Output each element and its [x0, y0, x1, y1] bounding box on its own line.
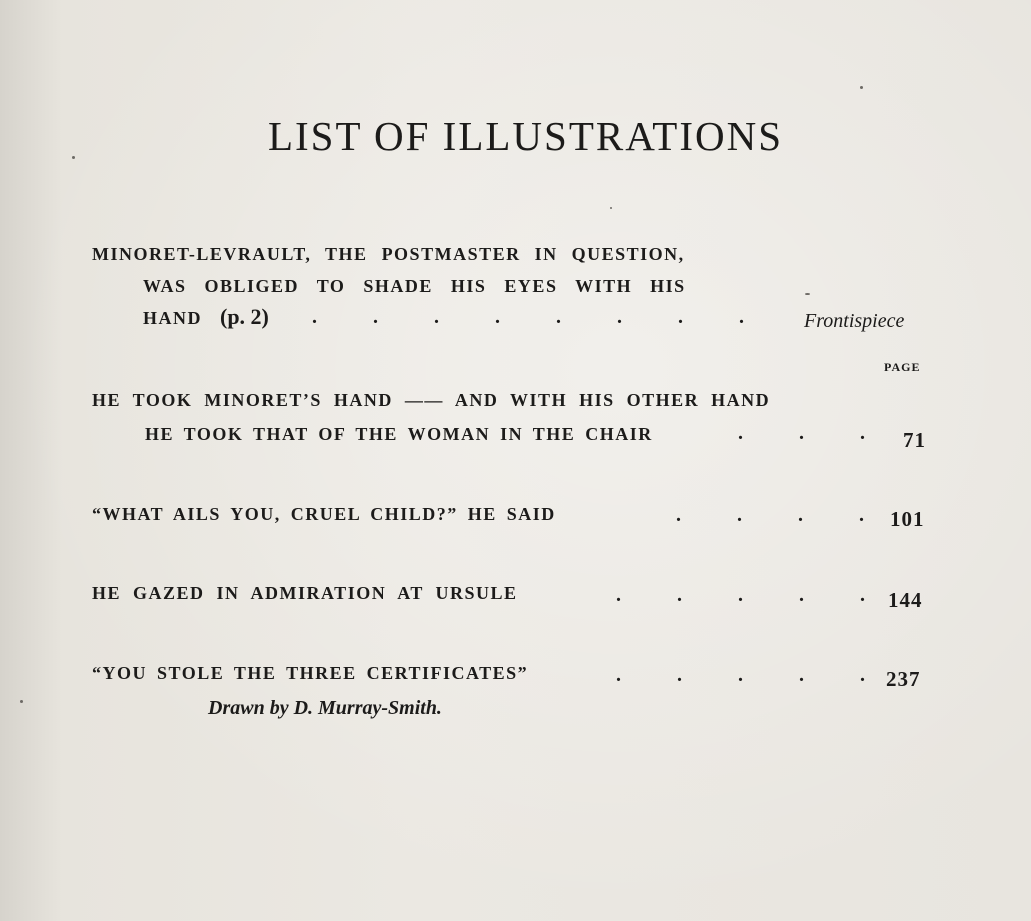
entry-1-line-3: HAND: [143, 308, 202, 328]
page-title: LIST OF ILLUSTRATIONS: [267, 113, 784, 159]
entry-5-line-1: “YOU STOLE THE THREE CERTIFICATES”: [92, 663, 529, 683]
entry-2-line-1: HE TOOK MINORET’S HAND —— AND WITH HIS OTHER HAND: [92, 390, 771, 410]
leader-dots: . . .: [738, 422, 865, 444]
entry-3-page-number: 101: [890, 507, 925, 531]
paper-speck: [20, 700, 23, 703]
entry-1-line-2: WAS OBLIGED TO SHADE HIS EYES WITH HIS: [143, 276, 686, 296]
paper-speck: [860, 86, 863, 89]
entry-5-page-number: 237: [886, 667, 921, 691]
entry-1-page-number: Frontispiece: [804, 310, 905, 332]
entry-3-line-1: “WHAT AILS YOU, CRUEL CHILD?” HE SAID: [92, 504, 556, 524]
entry-2-page-number: 71: [903, 428, 926, 452]
entry-4-line-1: HE GAZED IN ADMIRATION AT URSULE: [92, 583, 518, 603]
illustrator-credit: Drawn by D. Murray-Smith.: [208, 697, 442, 719]
leader-dots: . . . . .: [616, 584, 865, 606]
leader-dots: . . . .: [676, 504, 864, 526]
leader-dots: . . . . .: [616, 664, 865, 686]
page-column-heading: PAGE: [884, 360, 921, 374]
paper-speck: [610, 207, 612, 209]
entry-4-page-number: 144: [888, 588, 923, 612]
entry-2-line-2: HE TOOK THAT OF THE WOMAN IN THE CHAIR: [145, 424, 653, 444]
entry-1-line-1: MINORET-LEVRAULT, THE POSTMASTER IN QUESTION,: [92, 244, 685, 264]
entry-1-page-ref: (p. 2): [220, 304, 269, 329]
paper-speck: [805, 293, 810, 295]
paper-speck: [72, 156, 75, 159]
leader-dots: . . . . . . . .: [312, 306, 744, 328]
